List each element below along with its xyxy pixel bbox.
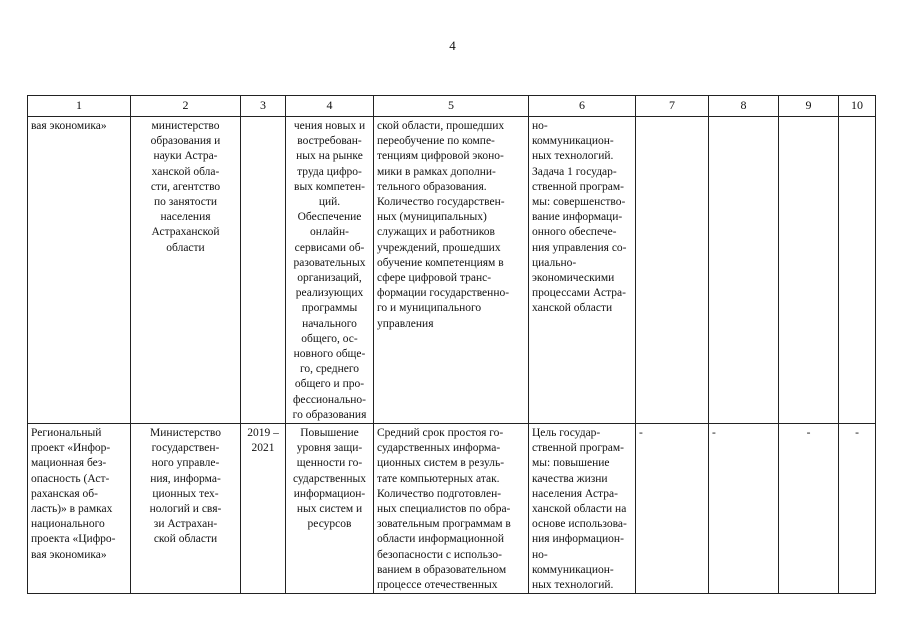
- cell-text-line: вых компетен-: [294, 180, 365, 193]
- cell-text-line: процессе отечественных: [377, 579, 498, 592]
- col9-cell: [779, 117, 839, 424]
- cell-text-line: реализующих: [295, 287, 364, 300]
- executor-cell: [131, 424, 241, 594]
- cell-text-line: национального: [31, 518, 105, 531]
- cell-text-line: Повышение: [300, 427, 359, 440]
- cell-text-line: организаций,: [297, 272, 362, 285]
- cell-text-line: основе использова-: [532, 518, 627, 531]
- cell-text-line: министерство: [151, 120, 220, 132]
- cell-text-line: Министерство: [150, 427, 221, 440]
- col10-cell: [839, 117, 876, 424]
- cell-text-line: ных технологий.: [532, 579, 614, 592]
- cell-text-line: 2019 –: [247, 427, 279, 440]
- executor-cell: [131, 117, 241, 424]
- cell-text-line: ской области: [153, 533, 218, 546]
- cell-text-line: безопасности с использо-: [377, 548, 502, 561]
- cell-text-line: Количество подготовлен-: [377, 487, 502, 500]
- cell-text-line: населения: [160, 211, 211, 224]
- table-row: [28, 117, 876, 424]
- cell-text-line: Астраханской: [151, 226, 220, 239]
- cell-text-line: проекта «Цифро-: [31, 533, 116, 546]
- cell-text-line: общего и про-: [294, 378, 365, 391]
- goal-cell: [529, 117, 636, 424]
- cell-text-line: ванием в образовательном: [377, 563, 507, 576]
- header-cell: 6: [529, 96, 636, 117]
- cell-text-line: онлайн-: [310, 226, 349, 239]
- cell-text-line: мационная без-: [31, 457, 107, 470]
- cell-text-line: государствен-: [151, 442, 220, 455]
- period-cell: [241, 117, 286, 424]
- cell-text-line: тате компьютерных атак.: [377, 472, 500, 485]
- cell-text-line: зовательным программам в: [377, 518, 511, 531]
- cell-text-line: сударственных информа-: [377, 442, 501, 455]
- cell-text-line: сервисами об-: [294, 241, 365, 254]
- program-table: [27, 95, 876, 594]
- cell-text-line: 2021: [251, 442, 275, 455]
- cell-text-line: труда цифро-: [297, 165, 362, 178]
- project-name-cell: [28, 117, 131, 424]
- header-cell: 5: [374, 96, 529, 117]
- page-number: 4: [449, 38, 456, 53]
- cell-text-line: нологий и свя-: [149, 503, 222, 516]
- period-cell: [241, 424, 286, 594]
- cell-text-line: области информационной: [377, 533, 504, 546]
- col7-cell: [636, 117, 709, 424]
- cell-text-line: онного обеспече-: [532, 226, 617, 239]
- cell-text-line: ния управления со-: [532, 241, 627, 254]
- cell-text-line: опасность (Аст-: [31, 472, 110, 485]
- cell-text-line: щенности го-: [296, 457, 363, 470]
- header-row: [28, 96, 876, 117]
- cell-text-line: сфере цифровой транс-: [377, 272, 492, 285]
- cell-text-line: начального: [302, 317, 357, 330]
- cell-text-line: тенциям цифровой эконо-: [377, 150, 504, 163]
- cell-text-line: Цель государ-: [532, 427, 601, 440]
- cell-text-line: ционных систем в резуль-: [377, 457, 505, 470]
- cell-text-line: ния информацион-: [532, 533, 624, 546]
- header-cell: 1: [28, 96, 131, 117]
- cell-text-line: по занятости: [153, 196, 218, 209]
- header-cell: 9: [779, 96, 839, 117]
- cell-text-line: ных специалистов по обра-: [377, 503, 511, 516]
- result-cell: [286, 117, 374, 424]
- col8-cell: -: [709, 424, 779, 594]
- header-cell: 2: [131, 96, 241, 117]
- cell-text-line: науки Астра-: [153, 150, 218, 163]
- cell-text-line: мы: повышение: [532, 457, 610, 470]
- col9-cell: -: [779, 424, 839, 594]
- cell-text-line: проект «Инфор-: [31, 442, 111, 455]
- cell-text-line: мы: совершенство-: [532, 196, 626, 209]
- cell-text-line: ных систем и: [296, 503, 363, 516]
- cell-text-line: ственной програм-: [532, 442, 625, 455]
- cell-text-line: программы: [301, 302, 358, 315]
- col8-cell: [709, 117, 779, 424]
- header-cell: 8: [709, 96, 779, 117]
- header-cell: 4: [286, 96, 374, 117]
- cell-text-line: переобучение по компе-: [377, 135, 495, 148]
- cell-text-line: вание информаци-: [532, 211, 623, 224]
- cell-text-line: го и муниципального: [377, 302, 482, 315]
- col7-cell: -: [636, 424, 709, 594]
- cell-text-line: обучение компетенциям в: [377, 256, 504, 269]
- table-row: [28, 424, 876, 594]
- result-cell: [286, 424, 374, 594]
- cell-text-line: ственной програм-: [532, 180, 625, 193]
- cell-text-line: зи Астрахан-: [153, 518, 218, 531]
- cell-text-line: качества жизни: [532, 472, 608, 485]
- cell-text-line: Региональный: [31, 427, 102, 440]
- cell-text-line: ных технологий.: [532, 150, 614, 163]
- project-name-cell: [28, 424, 131, 594]
- cell-text-line: учреждений, прошедших: [377, 241, 501, 254]
- cell-text-line: уровня защи-: [296, 442, 363, 455]
- cell-text-line: области: [166, 241, 205, 254]
- header-cell: 3: [241, 96, 286, 117]
- cell-text-line: ской области, прошедших: [377, 120, 505, 132]
- cell-text-line: сти, агентство: [150, 180, 221, 193]
- cell-text-line: коммуникацион-: [532, 135, 614, 148]
- cell-text-line: ных (муниципальных): [377, 211, 487, 224]
- cell-text-line: процессами Астра-: [532, 287, 626, 300]
- cell-text-line: но-: [532, 548, 548, 561]
- cell-text-line: востребован-: [297, 135, 362, 148]
- cell-text-line: фессионально-: [292, 393, 367, 406]
- indicator-cell: [374, 117, 529, 424]
- cell-text-line: Задача 1 государ-: [532, 165, 617, 178]
- cell-text-line: ресурсов: [307, 518, 352, 531]
- col10-cell: -: [839, 424, 876, 594]
- cell-text-line: Обеспечение: [297, 211, 362, 224]
- cell-text-line: Средний срок простоя го-: [377, 427, 504, 440]
- cell-text-line: ного управле-: [151, 457, 220, 470]
- indicator-cell: [374, 424, 529, 594]
- cell-text-line: ционных тех-: [152, 487, 219, 500]
- cell-text-line: раханская об-: [31, 487, 98, 500]
- header-cell: 7: [636, 96, 709, 117]
- cell-text-line: служащих и работников: [377, 226, 495, 239]
- cell-text-line: экономическими: [532, 272, 615, 285]
- cell-text-line: формации государственно-: [377, 287, 510, 300]
- cell-text-line: ханской области на: [532, 503, 627, 516]
- header-cell: 10: [839, 96, 876, 117]
- cell-text-line: тельного образования.: [377, 180, 487, 193]
- cell-text-line: вая экономика»: [31, 548, 107, 561]
- cell-text-line: Количество государствен-: [377, 196, 505, 209]
- cell-text-line: ных на рынке: [296, 150, 363, 163]
- cell-text-line: ций.: [318, 196, 341, 209]
- cell-text-line: ласть)» в рамках: [31, 503, 113, 516]
- cell-text-line: общего, ос-: [301, 332, 358, 345]
- cell-text-line: коммуникацион-: [532, 563, 614, 576]
- cell-text-line: мики в рамках дополни-: [377, 165, 496, 178]
- cell-text-line: сударственных: [292, 472, 367, 485]
- cell-text-line: новного обще-: [293, 348, 366, 361]
- cell-text-line: управления: [377, 317, 434, 330]
- goal-cell: [529, 424, 636, 594]
- cell-text-line: циально-: [532, 256, 577, 269]
- cell-text-line: го образования: [292, 408, 367, 421]
- cell-text-line: го, среднего: [299, 363, 360, 376]
- cell-text-line: населения Астра-: [532, 487, 618, 500]
- cell-text-line: ханской обла-: [151, 165, 220, 178]
- cell-text-line: ханской области: [532, 302, 613, 315]
- cell-text-line: ния, информа-: [150, 472, 221, 485]
- cell-text-line: разовательных: [293, 256, 366, 269]
- cell-text-line: вая экономика»: [31, 120, 107, 132]
- cell-text-line: но-: [532, 120, 548, 132]
- cell-text-line: информацион-: [293, 487, 366, 500]
- cell-text-line: чения новых и: [293, 120, 366, 132]
- cell-text-line: образования и: [150, 135, 221, 148]
